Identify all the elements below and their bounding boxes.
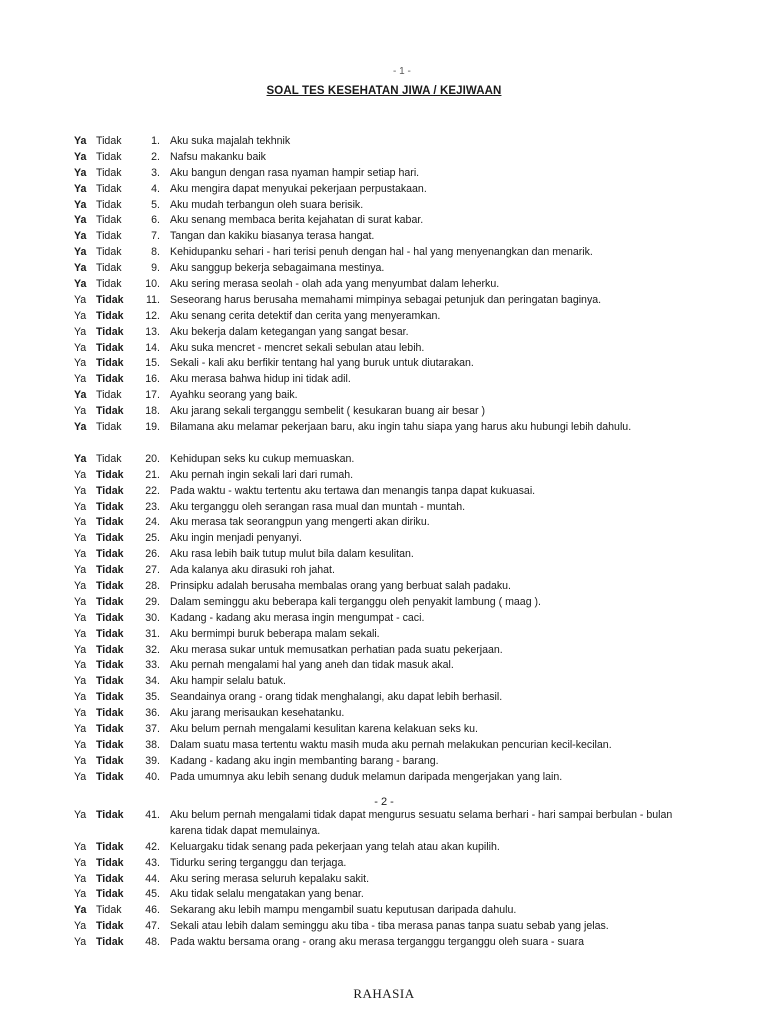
answer-ya[interactable]: Ya (74, 421, 87, 434)
question-row (0, 579, 768, 595)
question-text: Aku senang membaca berita kejahatan di surat kabar. (170, 214, 424, 227)
question-row (0, 738, 768, 754)
answer-ya[interactable]: Ya (74, 722, 87, 735)
question-row (0, 452, 768, 468)
answer-tidak[interactable]: Tidak (96, 856, 124, 869)
answer-tidak[interactable]: Tidak (96, 389, 122, 402)
answer-tidak[interactable]: Tidak (96, 293, 124, 306)
answer-ya[interactable]: Ya (74, 182, 87, 195)
question-row (0, 341, 768, 357)
question-number: 11. (146, 293, 160, 306)
answer-ya[interactable]: Ya (74, 888, 87, 901)
answer-tidak[interactable]: Tidak (96, 643, 124, 656)
answer-tidak[interactable]: Tidak (96, 722, 124, 735)
question-number: 20. (145, 452, 160, 465)
question-text: Dalam seminggu aku beberapa kali terganggu oleh penyakit lambung ( maag ). (170, 595, 542, 608)
question-text: Aku belum pernah mengalami kesulitan karena kelakuan seks ku. (170, 722, 478, 735)
question-number: 23. (145, 500, 160, 513)
question-number: 25. (145, 532, 160, 545)
question-row (0, 840, 768, 856)
answer-ya[interactable]: Ya (74, 754, 87, 767)
answer-tidak[interactable]: Tidak (96, 754, 124, 767)
answer-tidak[interactable]: Tidak (96, 809, 124, 821)
answer-ya[interactable]: Ya (74, 150, 87, 163)
question-row (0, 325, 768, 341)
question-text: Aku merasa sukar untuk memusatkan perhatian pada suatu pekerjaan. (170, 643, 503, 656)
answer-ya[interactable]: Ya (74, 500, 87, 513)
answer-tidak[interactable]: Tidak (96, 452, 122, 465)
answer-ya[interactable]: Ya (74, 389, 87, 402)
footer-confidential: RAHASIA (353, 986, 415, 1001)
question-row (0, 293, 768, 309)
question-text: Aku bermimpi buruk beberapa malam sekali. (170, 627, 380, 640)
answer-tidak[interactable]: Tidak (96, 150, 122, 163)
answer-ya[interactable]: Ya (74, 707, 87, 720)
question-number: 36. (145, 707, 160, 720)
answer-tidak[interactable]: Tidak (96, 262, 122, 275)
question-number: 41. (145, 809, 160, 821)
answer-ya[interactable]: Ya (74, 214, 87, 227)
answer-ya[interactable]: Ya (74, 341, 87, 354)
answer-tidak[interactable]: Tidak (96, 468, 124, 481)
question-text: Aku pernah ingin sekali lari dari rumah. (170, 468, 354, 481)
question-text: Seseorang harus berusaha memahami mimpinya sebagai petunjuk dan peringatan baginya. (170, 293, 602, 306)
answer-ya[interactable]: Ya (74, 262, 87, 275)
answer-ya[interactable]: Ya (74, 532, 87, 545)
question-row (0, 484, 768, 500)
question-text: Tangan dan kakiku biasanya terasa hangat. (170, 230, 375, 243)
question-number: 46. (145, 904, 160, 917)
question-row (0, 690, 768, 706)
question-number: 19. (145, 421, 160, 434)
answer-ya[interactable]: Ya (74, 611, 87, 624)
answer-ya[interactable]: Ya (74, 691, 87, 704)
answer-tidak[interactable]: Tidak (96, 325, 124, 338)
question-text: Aku sering merasa seluruh kepalaku sakit. (170, 872, 370, 885)
answer-tidak[interactable]: Tidak (96, 738, 124, 751)
question-text: Aku suka mencret - mencret sekali sebulan atau lebih. (170, 341, 425, 354)
question-number: 6. (151, 214, 160, 227)
question-text: Ayahku seorang yang baik. (170, 389, 298, 402)
document-title: SOAL TES KESEHATAN JIWA / KEJIWAAN (266, 85, 502, 97)
question-number: 43. (145, 856, 160, 869)
question-number: 45. (145, 888, 160, 901)
question-row (0, 887, 768, 903)
answer-tidak[interactable]: Tidak (96, 936, 124, 949)
question-number: 30. (145, 611, 160, 624)
answer-ya[interactable]: Ya (74, 579, 87, 592)
question-row (0, 919, 768, 935)
answer-ya[interactable]: Ya (74, 904, 87, 917)
question-row (0, 166, 768, 182)
question-row (0, 420, 768, 452)
question-number: 33. (145, 659, 160, 672)
question-row (0, 808, 768, 840)
answer-tidak[interactable]: Tidak (96, 421, 122, 434)
question-row (0, 706, 768, 722)
question-row (0, 500, 768, 516)
question-text: Aku senang cerita detektif dan cerita yang menyeramkan. (170, 309, 441, 322)
question-number: 31. (145, 627, 160, 640)
question-row (0, 229, 768, 245)
answer-ya[interactable]: Ya (74, 484, 87, 497)
answer-tidak[interactable]: Tidak (96, 166, 122, 179)
question-text: Aku suka majalah tekhnik (170, 135, 291, 147)
answer-tidak[interactable]: Tidak (96, 904, 122, 917)
question-number: 39. (145, 754, 160, 767)
question-row (0, 856, 768, 872)
answer-ya[interactable]: Ya (74, 246, 87, 259)
question-text: Aku merasa bahwa hidup ini tidak adil. (170, 373, 351, 386)
question-row (0, 674, 768, 690)
question-row (0, 356, 768, 372)
question-number: 28. (145, 579, 160, 592)
question-text: Nafsu makanku baik (170, 150, 266, 163)
answer-ya[interactable]: Ya (74, 564, 87, 577)
answer-tidak[interactable]: Tidak (96, 627, 124, 640)
question-text: Pada umumnya aku lebih senang duduk melamun daripada mengerjakan yang lain. (170, 770, 563, 783)
answer-ya[interactable]: Ya (74, 809, 87, 821)
question-text: Sekali - kali aku berfikir tentang hal yang buruk untuk diutarakan. (170, 357, 474, 370)
answer-ya[interactable]: Ya (74, 872, 87, 885)
question-text: Pada waktu - waktu tertentu aku tertawa dan menangis tanpa dapat kukuasai. (170, 484, 536, 497)
question-text: Prinsipku adalah berusaha membalas orang yang berbuat salah padaku. (170, 579, 511, 592)
question-text: Aku merasa tak seorangpun yang mengerti akan diriku. (170, 516, 430, 529)
question-row (0, 643, 768, 659)
answer-tidak[interactable]: Tidak (96, 840, 124, 853)
question-number: 10. (145, 278, 160, 291)
question-text: Sekarang aku lebih mampu mengambil suatu keputusan daripada dahulu. (170, 904, 517, 917)
question-text: Aku jarang sekali terganggu sembelit ( kesukaran buang air besar ) (170, 405, 486, 418)
answer-ya[interactable]: Ya (74, 627, 87, 640)
answer-ya[interactable]: Ya (74, 373, 87, 386)
answer-tidak[interactable]: Tidak (96, 872, 124, 885)
question-number: 8. (151, 246, 160, 259)
question-text: Aku bangun dengan rasa nyaman hampir setiap hari. (170, 166, 420, 179)
question-number: 47. (145, 920, 160, 933)
question-number: 7. (151, 230, 160, 243)
answer-ya[interactable]: Ya (74, 278, 87, 291)
question-number: 17. (145, 389, 160, 402)
question-row (0, 372, 768, 388)
answer-ya[interactable]: Ya (74, 452, 87, 465)
question-row (0, 754, 768, 770)
answer-ya[interactable]: Ya (74, 595, 87, 608)
question-number: 44. (145, 872, 160, 885)
question-row (0, 515, 768, 531)
question-row (0, 658, 768, 674)
question-number: 32. (145, 643, 160, 656)
question-row (0, 903, 768, 919)
answer-tidak[interactable]: Tidak (96, 691, 124, 704)
question-number: 34. (145, 675, 160, 688)
question-row (0, 722, 768, 738)
question-number: 4. (151, 182, 160, 195)
answer-ya[interactable]: Ya (74, 770, 87, 783)
question-text: Kadang - kadang aku merasa ingin mengumpat - caci. (170, 611, 425, 624)
question-row (0, 182, 768, 198)
answer-tidak[interactable]: Tidak (96, 341, 124, 354)
answer-tidak[interactable]: Tidak (96, 214, 122, 227)
answer-ya[interactable]: Ya (74, 675, 87, 688)
answer-tidak[interactable]: Tidak (96, 659, 124, 672)
question-text: Aku tidak selalu mengatakan yang benar. (170, 888, 364, 901)
question-text: Ada kalanya aku dirasuki roh jahat. (170, 564, 335, 577)
answer-tidak[interactable]: Tidak (96, 888, 124, 901)
question-text: Aku terganggu oleh serangan rasa mual dan muntah - muntah. (170, 500, 466, 513)
question-number: 12. (145, 309, 160, 322)
answer-tidak[interactable]: Tidak (96, 564, 124, 577)
page-top-mark: - 1 - (393, 66, 411, 77)
answer-ya[interactable]: Ya (74, 357, 87, 370)
answer-ya[interactable]: Ya (74, 230, 87, 243)
question-row (0, 468, 768, 484)
answer-tidak[interactable]: Tidak (96, 405, 124, 418)
answer-tidak[interactable]: Tidak (96, 230, 122, 243)
answer-ya[interactable]: Ya (74, 325, 87, 338)
question-text: Seandainya orang - orang tidak menghalangi, aku dapat lebih berhasil. (170, 691, 503, 704)
question-text: Aku jarang merisaukan kesehatanku. (170, 707, 345, 720)
answer-ya[interactable]: Ya (74, 516, 87, 529)
question-row (0, 245, 768, 261)
question-row (0, 872, 768, 888)
question-row (0, 198, 768, 214)
question-number: 5. (151, 198, 160, 211)
question-number: 1. (151, 135, 160, 147)
answer-tidak[interactable]: Tidak (96, 278, 122, 291)
question-number: 13. (145, 325, 160, 338)
answer-tidak[interactable]: Tidak (96, 198, 122, 211)
answer-ya[interactable]: Ya (74, 405, 87, 418)
answer-tidak[interactable]: Tidak (96, 707, 124, 720)
question-text: Kadang - kadang aku ingin membanting barang - barang. (170, 754, 439, 767)
answer-ya[interactable]: Ya (74, 548, 87, 561)
question-row (0, 935, 768, 951)
answer-tidak[interactable]: Tidak (96, 532, 124, 545)
answer-ya[interactable]: Ya (74, 198, 87, 211)
question-text: Pada waktu bersama orang - orang aku merasa terganggu terganggu oleh suara - suara (170, 936, 584, 949)
question-row (0, 595, 768, 611)
answer-tidak[interactable]: Tidak (96, 182, 122, 195)
question-row (0, 261, 768, 277)
question-row (0, 531, 768, 547)
answer-tidak[interactable]: Tidak (96, 500, 124, 513)
question-list-continued (0, 808, 768, 951)
question-number: 29. (145, 595, 160, 608)
question-number: 22. (145, 484, 160, 497)
question-row (0, 134, 768, 150)
question-number: 16. (145, 373, 160, 386)
question-text: Aku bekerja dalam ketegangan yang sangat besar. (170, 325, 409, 338)
question-row (0, 404, 768, 420)
question-text: Bilamana aku melamar pekerjaan baru, aku ingin tahu siapa yang harus aku hubungi lebih dahulu. (170, 421, 632, 434)
answer-ya[interactable]: Ya (74, 936, 87, 949)
question-number: 18. (145, 405, 160, 418)
answer-ya[interactable]: Ya (74, 920, 87, 933)
answer-tidak[interactable]: Tidak (96, 770, 124, 783)
question-text: Aku sanggup bekerja sebagaimana mestinya. (170, 262, 385, 275)
question-row (0, 563, 768, 579)
question-text: Aku mengira dapat menyukai pekerjaan perpustakaan. (170, 182, 427, 195)
question-row (0, 309, 768, 325)
question-row (0, 547, 768, 563)
question-number: 2. (151, 150, 160, 163)
question-row (0, 388, 768, 404)
question-text: Aku rasa lebih baik tutup mulut bila dalam kesulitan. (170, 548, 414, 561)
question-number: 35. (145, 691, 160, 704)
question-number: 21. (145, 468, 160, 481)
answer-ya[interactable]: Ya (74, 468, 87, 481)
question-text: Sekali atau lebih dalam seminggu aku tiba - tiba merasa panas tanpa suatu sebab yang jelas. (170, 920, 609, 933)
answer-tidak[interactable]: Tidak (96, 675, 124, 688)
question-number: 15. (145, 357, 160, 370)
question-text: Aku pernah mengalami hal yang aneh dan tidak masuk akal. (170, 659, 454, 672)
question-text: Aku belum pernah mengalami tidak dapat mengurus sesuatu selama berhari - hari sampai berbulan - bulan karena tidak dapat memulainya. (170, 809, 673, 837)
question-text: Dalam suatu masa tertentu waktu masih muda aku pernah melakukan pencurian kecil-kecilan. (170, 738, 612, 751)
question-row (0, 277, 768, 293)
answer-tidak[interactable]: Tidak (96, 595, 124, 608)
answer-tidak[interactable]: Tidak (96, 309, 124, 322)
answer-tidak[interactable]: Tidak (96, 357, 124, 370)
question-list (0, 134, 768, 786)
question-text: Tidurku sering terganggu dan terjaga. (170, 856, 347, 869)
answer-ya[interactable]: Ya (74, 643, 87, 656)
answer-tidak[interactable]: Tidak (96, 920, 124, 933)
question-row (0, 611, 768, 627)
answer-tidak[interactable]: Tidak (96, 611, 124, 624)
answer-tidak[interactable]: Tidak (96, 516, 124, 529)
question-text: Aku sering merasa seolah - olah ada yang menyumbat dalam leherku. (170, 278, 500, 291)
answer-tidak[interactable]: Tidak (96, 579, 124, 592)
answer-ya[interactable]: Ya (74, 135, 87, 147)
question-text: Aku ingin menjadi penyanyi. (170, 532, 302, 545)
question-text: Kehidupan seks ku cukup memuaskan. (170, 452, 355, 465)
question-row (0, 627, 768, 643)
answer-tidak[interactable]: Tidak (96, 135, 122, 147)
question-row (0, 770, 768, 786)
question-number: 14. (145, 341, 160, 354)
answer-tidak[interactable]: Tidak (96, 373, 124, 386)
answer-tidak[interactable]: Tidak (96, 484, 124, 497)
question-number: 26. (145, 548, 160, 561)
question-number: 48. (145, 936, 160, 949)
answer-ya[interactable]: Ya (74, 659, 87, 672)
question-number: 3. (151, 166, 160, 179)
question-row (0, 150, 768, 166)
answer-ya[interactable]: Ya (74, 166, 87, 179)
answer-ya[interactable]: Ya (74, 856, 87, 869)
question-text: Kehidupanku sehari - hari terisi penuh dengan hal - hal yang menyenangkan dan menarik. (170, 246, 593, 259)
question-number: 9. (151, 262, 160, 275)
answer-ya[interactable]: Ya (74, 293, 87, 306)
answer-ya[interactable]: Ya (74, 738, 87, 751)
question-number: 27. (145, 564, 160, 577)
question-number: 38. (145, 738, 160, 751)
answer-ya[interactable]: Ya (74, 309, 87, 322)
answer-tidak[interactable]: Tidak (96, 548, 124, 561)
page-number: - 2 - (374, 796, 394, 808)
question-number: 24. (145, 516, 160, 529)
question-number: 42. (145, 840, 160, 853)
question-row (0, 213, 768, 229)
question-text: Aku mudah terbangun oleh suara berisik. (170, 198, 364, 211)
question-number: 37. (145, 722, 160, 735)
question-text: Aku hampir selalu batuk. (170, 675, 287, 688)
answer-ya[interactable]: Ya (74, 840, 87, 853)
question-text: Keluargaku tidak senang pada pekerjaan yang telah atau akan kupilih. (170, 840, 500, 853)
question-number: 40. (145, 770, 160, 783)
answer-tidak[interactable]: Tidak (96, 246, 122, 259)
